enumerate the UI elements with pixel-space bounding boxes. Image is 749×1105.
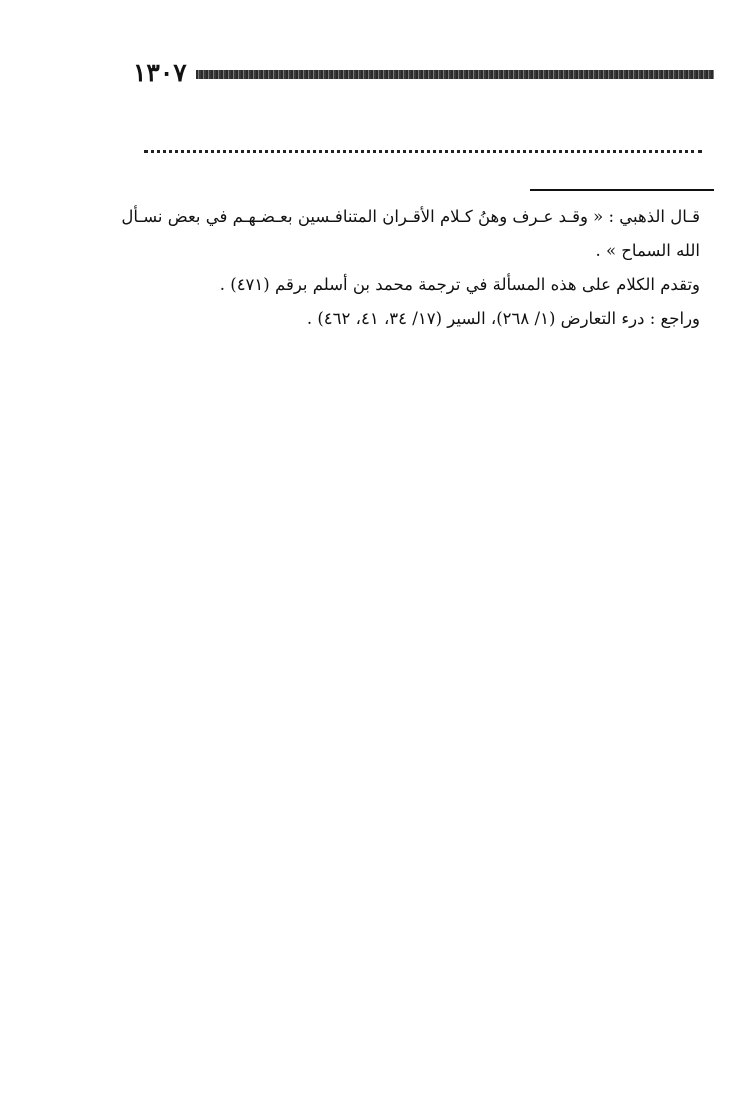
- footnote-paragraph-dhahabi-quote: قـال الذهبي : « وقـد عـرف وهنُ كـلام الأقـران المتنافـسين بعـضـهـم في بعض نسـأل الله السماح » .: [121, 207, 700, 260]
- dotted-separator: [144, 150, 702, 153]
- footnotes-block: [118, 200, 700, 336]
- footnote-paragraph-cross-reference: وتقدم الكلام على هذه المسألة في ترجمة محمد بن أسلم برقم (٤٧١) .: [219, 275, 700, 294]
- page-number: ١٣٠٧: [133, 58, 187, 87]
- header-rule: [196, 70, 714, 79]
- footnote-paragraph-references: وراجع : درء التعارض (١/ ٢٦٨)، السير (١٧/ ٣٤، ٤١، ٤٦٢) .: [306, 309, 700, 328]
- footnote-separator-rule: [530, 189, 714, 191]
